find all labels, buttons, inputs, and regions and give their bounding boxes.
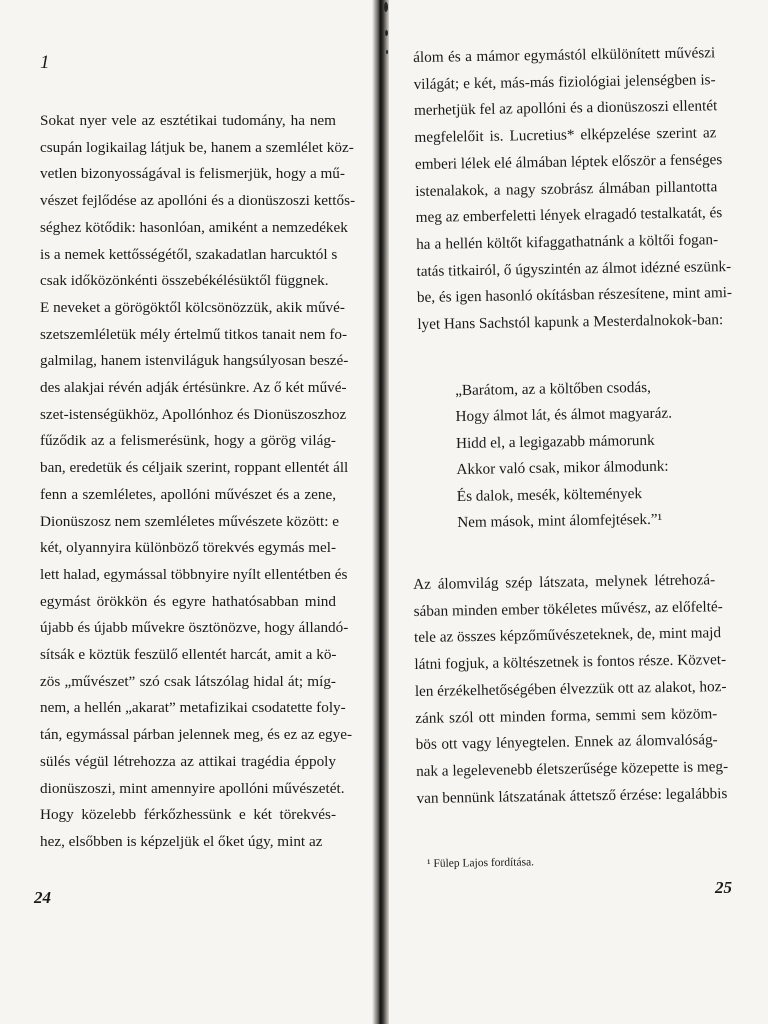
text-line: galmilag, hanem istenviláguk hangsúlyosan beszé- bbox=[40, 352, 349, 370]
text-line: sában minden ember tökéletes művész, az előfelté- bbox=[413, 597, 723, 620]
right-page-body-text-bottom bbox=[413, 567, 729, 812]
book-gutter bbox=[372, 0, 389, 1024]
text-line: ban, eredetük és céljaik szerint, roppant ellentét áll bbox=[40, 459, 349, 477]
chapter-number: 1 bbox=[40, 52, 50, 73]
text-line: nem, a hellén „akarat” metafizikai csodatette foly- bbox=[40, 699, 346, 717]
text-line: Akkor való csak, mikor álmodunk: bbox=[456, 457, 669, 479]
text-line: zánk szól ott minden forma, semmi sem közöm- bbox=[415, 704, 718, 727]
text-line: újabb és újabb művekre ösztönözve, hogy állandó- bbox=[40, 619, 349, 637]
right-page-body-text-top bbox=[413, 40, 733, 338]
footnote: ¹ Fülep Lajos fordítása. bbox=[427, 856, 535, 870]
text-line: csak időközönkénti összebékélésüktől függnek. bbox=[40, 272, 329, 290]
text-line: látni fogjuk, a költészetnek is fontos része. Közvet- bbox=[414, 651, 727, 674]
text-line: van bennünk látszatának áttetsző érzése: legalábbis bbox=[416, 784, 728, 807]
text-line: ha a hellén költőt kifaggathatnánk a költői fogan- bbox=[415, 231, 719, 253]
text-line: álom és a mámor egymástól elkülönített művészi bbox=[413, 44, 716, 66]
text-line: istenalakok, a nagy szobrász álmában pillantotta bbox=[415, 177, 718, 200]
text-line: Hogy álmot lát, és álmot magyaráz. bbox=[455, 405, 673, 426]
text-line: világát; e két, más-más fiziológiai jelenségben is- bbox=[413, 70, 716, 93]
text-line: És dalok, mesék, költemények bbox=[456, 484, 643, 505]
text-line: fenn a szemléletes, apollóni művészet és a zene, bbox=[40, 485, 336, 503]
text-line: fűződik az a felismerésünk, hogy a görög világ- bbox=[40, 432, 336, 450]
text-line: bös ott vagy lényegtelen. Ennek az álomvalóság- bbox=[415, 731, 718, 754]
text-line: séghez kötődik: hasonlóan, amiként a nemzedékek bbox=[40, 218, 348, 236]
right-page bbox=[389, 0, 768, 1024]
text-line: tele az összes képzőművészeteknek, de, mint majd bbox=[413, 624, 722, 647]
text-line: len érzékelhetőségében élvezzük ott az alakot, hoz- bbox=[414, 677, 727, 700]
text-line: Dionüszosz nem szemléletes művészete között: e bbox=[40, 512, 340, 530]
text-line: szetszemléletük mély értelmű titkos tanait nem fo- bbox=[40, 325, 348, 343]
text-line: Az álomvilág szép látszata, melynek létrehozá- bbox=[413, 571, 716, 593]
text-line: tatás titkairól, ő úgyszintén az álmot idézné eszünk- bbox=[416, 257, 732, 280]
text-line: tán, egymással párban jelennek meg, és ez az egye- bbox=[40, 726, 353, 744]
text-line: két, olyannyira különböző törekvés egymás mel- bbox=[40, 539, 337, 557]
text-line: nak a legelevenebb életszerűsége közepette is meg- bbox=[415, 757, 729, 780]
text-line: zös „művészet” szó csak látszólag hidal át; míg- bbox=[40, 672, 336, 690]
text-line: Hogy közelebb férkőzhessünk e két törekvés- bbox=[40, 806, 336, 824]
text-line: Sokat nyer vele az esztétikai tudomány, ha nem bbox=[40, 112, 336, 129]
text-line: hez, elsőbben is képzeljük el őket úgy, mint az bbox=[40, 832, 323, 850]
poem-quote bbox=[455, 375, 674, 537]
left-page-body-text bbox=[40, 108, 356, 856]
text-line: „Barátom, az a költőben csodás, bbox=[455, 378, 651, 399]
text-line: egymást örökkön és egyre hathatósabban mind bbox=[40, 592, 336, 610]
left-page bbox=[0, 0, 372, 1024]
text-line: be, és igen hasonló okításban részesítene, mint ami- bbox=[416, 284, 733, 307]
text-line: sítsák e köztük feszülő ellentét harcát, amit a kö- bbox=[40, 646, 337, 664]
text-line: lett halad, egymással többnyire nyílt ellentétben és bbox=[40, 565, 348, 583]
text-line: is a nemek kettősségétől, szakadatlan harcuktól s bbox=[40, 245, 338, 263]
text-line: Hidd el, a legigazabb mámorunk bbox=[455, 431, 655, 452]
text-line: megfelelőit is. Lucretius* elképzelése szerint az bbox=[414, 124, 717, 147]
text-line: E neveket a görögöktől kölcsönözzük, akik művé- bbox=[40, 298, 345, 316]
text-line: merhetjük fel az apollóni és a dionüszoszi ellentét bbox=[413, 97, 718, 120]
text-line: des alakjai révén adják értésünkre. Az ő két művé- bbox=[40, 379, 347, 397]
text-line: emberi lélek elé álmában léptek először a fenséges bbox=[414, 150, 723, 173]
right-page-number: 25 bbox=[715, 878, 732, 897]
text-line: meg az emberfeletti lények elragadó testalkatát, és bbox=[415, 204, 723, 227]
text-line: sülés végül létrehozza az attikai tragédia éppoly bbox=[40, 752, 336, 770]
text-line: Nem mások, mint álomfejtések.”¹ bbox=[457, 510, 663, 532]
text-line: szet-istenségükhöz, Apollónhoz és Dionüszoszhoz bbox=[40, 405, 347, 423]
text-line: lyet Hans Sachstól kapunk a Mesterdalnokok-ban: bbox=[417, 311, 724, 333]
text-line: dionüszoszi, mint amennyire apollóni művészetét. bbox=[40, 779, 345, 797]
text-line: vetlen bizonyosságával is felismerjük, hogy a mű- bbox=[40, 165, 345, 183]
text-line: csupán logikailag látjuk be, hanem a szemlélet köz- bbox=[40, 138, 354, 156]
text-line: vészet fejlődése az apollóni és a dionüszoszi kettős- bbox=[40, 192, 356, 210]
left-page-number: 24 bbox=[34, 888, 51, 907]
